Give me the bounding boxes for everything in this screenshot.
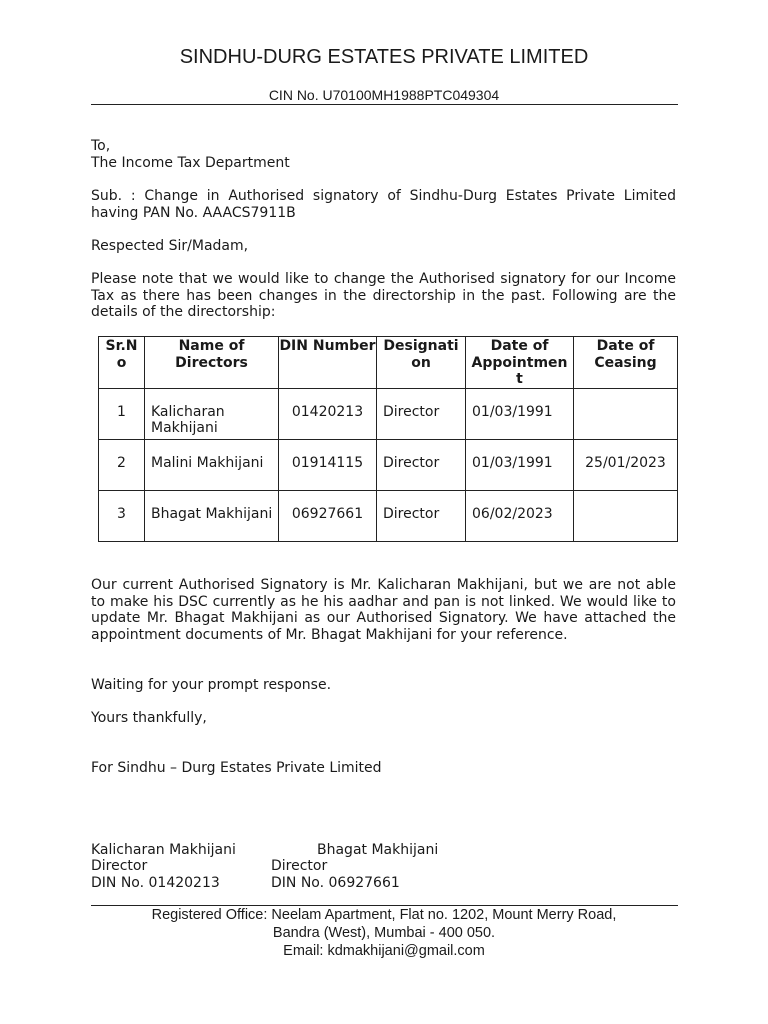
cell-srno: 1 (99, 388, 145, 439)
to-line: To, (91, 138, 111, 154)
cell-designation: Director (377, 490, 466, 541)
subject-line: Sub. : Change in Authorised signatory of Sindhu-Durg Estates Private Limited having PAN No. AAACS7911B (91, 188, 676, 221)
cell-din: 06927661 (279, 490, 377, 541)
cell-ceasing-date (574, 490, 678, 541)
registered-office-footer (0, 906, 768, 960)
company-title: SINDHU-DURG ESTATES PRIVATE LIMITED (179, 46, 589, 68)
cell-din: 01914115 (279, 439, 377, 490)
cell-name: Kalicharan Makhijani (145, 388, 279, 439)
footer-email: Email: kdmakhijani@gmail.com (283, 943, 485, 959)
cell-name: Bhagat Makhijani (145, 490, 279, 541)
header-divider (91, 104, 678, 105)
cell-srno: 3 (99, 490, 145, 541)
col-header-appointment: Date of Appointmen t (466, 337, 574, 389)
cell-ceasing-date: 25/01/2023 (574, 439, 678, 490)
body-paragraph: Our current Authorised Signatory is Mr. Kalicharan Makhijani, but we are not able to make his DSC currently as he his aadhar and pan is not linked. We would like to update Mr. Bhagat Makhijani as our Authorised Signatory. We have attached the appointment documents of Mr. Bhagat Makhijani for your reference. (91, 577, 676, 643)
intro-paragraph: Please note that we would like to change the Authorised signatory for our Income Tax as there has been changes in the directorship in the past. Following are the details of the directorship: (91, 271, 676, 320)
recipient: The Income Tax Department (91, 155, 290, 171)
col-header-srno: Sr.N o (99, 337, 145, 389)
cell-appointment-date: 01/03/1991 (466, 439, 574, 490)
signatory-left-name: Kalicharan Makhijani (91, 842, 236, 858)
col-header-ceasing: Date of Ceasing (574, 337, 678, 389)
for-company-line: For Sindhu – Durg Estates Private Limited (91, 760, 382, 776)
signatory-right-name: Bhagat Makhijani (317, 842, 439, 858)
cell-designation: Director (377, 388, 466, 439)
table-row (99, 388, 678, 439)
cin-number: CIN No. U70100MH1988PTC049304 (268, 87, 500, 103)
signatory-right-din: DIN No. 06927661 (271, 875, 400, 891)
cell-designation: Director (377, 439, 466, 490)
table-row (99, 439, 678, 490)
col-header-name: Name of Directors (145, 337, 279, 389)
closing-line: Yours thankfully, (91, 710, 207, 726)
cell-srno: 2 (99, 439, 145, 490)
directors-table (98, 336, 678, 542)
cell-name: Malini Makhijani (145, 439, 279, 490)
cell-appointment-date: 06/02/2023 (466, 490, 574, 541)
col-header-designation: Designati on (377, 337, 466, 389)
table-header-row (99, 337, 678, 389)
signatory-left-role: Director (91, 858, 148, 874)
signatory-right-role: Director (271, 858, 328, 874)
table-row (99, 490, 678, 541)
waiting-line: Waiting for your prompt response. (91, 677, 332, 693)
footer-address-line1: Registered Office: Neelam Apartment, Flat no. 1202, Mount Merry Road, (151, 907, 617, 923)
salutation: Respected Sir/Madam, (91, 238, 249, 254)
cell-appointment-date: 01/03/1991 (466, 388, 574, 439)
col-header-din: DIN Number (279, 337, 377, 389)
cell-ceasing-date (574, 388, 678, 439)
cell-din: 01420213 (279, 388, 377, 439)
signatory-left-din: DIN No. 01420213 (91, 875, 220, 891)
footer-address-line2: Bandra (West), Mumbai - 400 050. (272, 925, 496, 941)
